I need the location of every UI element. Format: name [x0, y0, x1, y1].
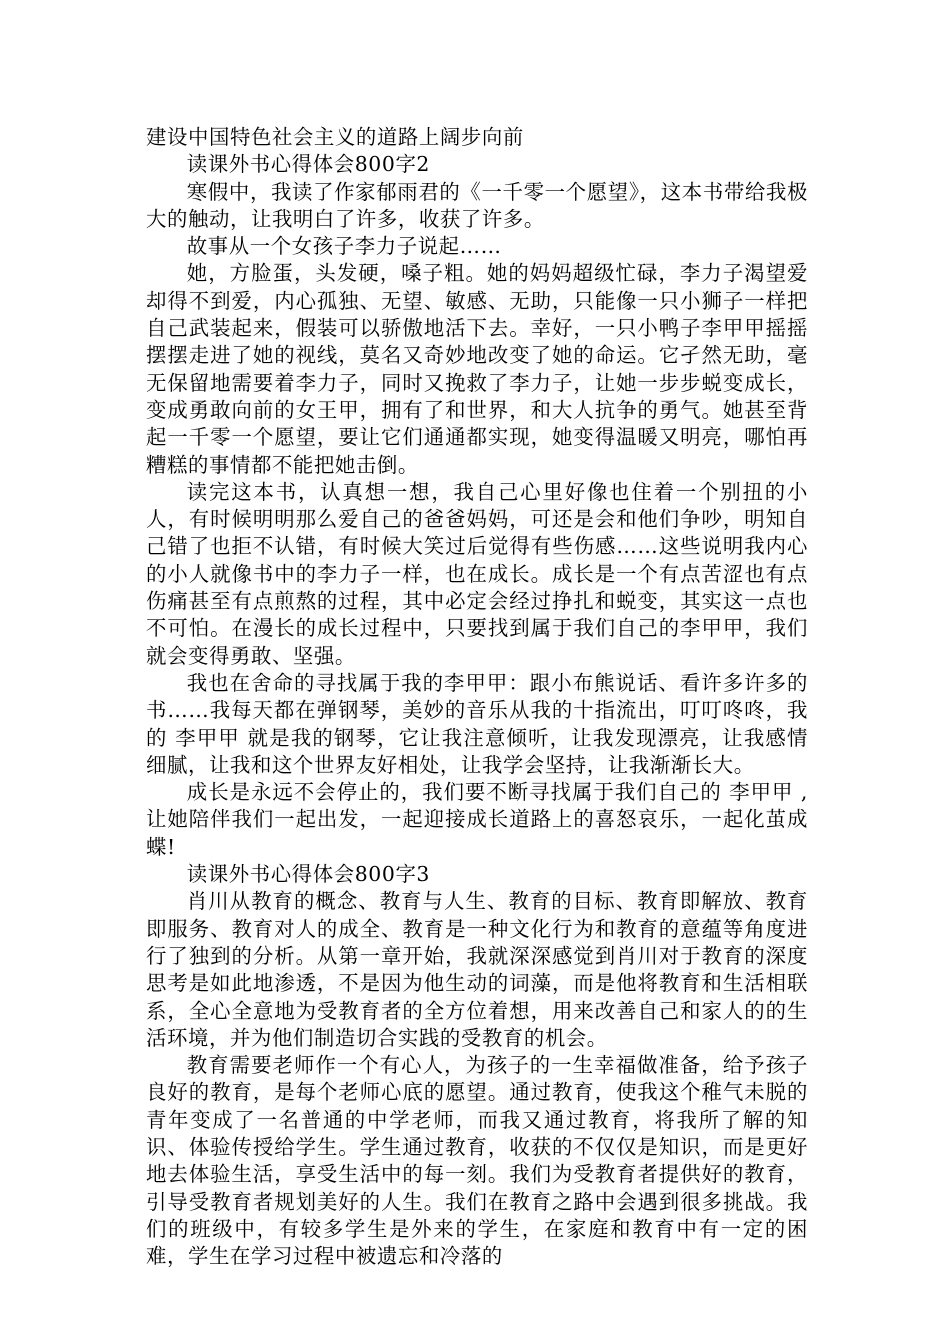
paragraph-body: 我也在舍命的寻找属于我的李甲甲：跟小布熊说话、看许多许多的书……我每天都在弹钢琴，美妙的音乐从我的十指流出，叮叮咚咚，我的 李甲甲 就是我的钢琴，它让我注意倾听，让我发现漂亮，让我感情细腻，让我和这个世界友好相处，让我学会坚持，让我渐渐长大。: [146, 670, 808, 777]
paragraph-body: 成长是永远不会停止的，我们要不断寻找属于我们自己的 李甲甲 ,让她陪伴我们一起出发，一起迎接成长道路上的喜怒哀乐，一起化茧成蝶!: [146, 780, 808, 859]
paragraph-continuation: 建设中国特色社会主义的道路上阔步向前: [146, 125, 524, 149]
document-page: [146, 124, 808, 1270]
section-heading-2: 读课外书心得体会800字2: [186, 152, 431, 177]
paragraph-body: 寒假中，我读了作家郁雨君的《一千零一个愿望》，这本书带给我极大的触动，让我明白了许多，收获了许多。: [146, 179, 808, 231]
paragraph-body: 故事从一个女孩子李力子说起……: [186, 234, 502, 259]
paragraph-body: 她，方脸蛋，头发硬，嗓子粗。她的妈妈超级忙碌，李力子渴望爱却得不到爱，内心孤独、无望、敏感、无助，只能像一只小狮子一样把自己武装起来，假装可以骄傲地活下去。幸好，一只小鸭子李甲甲摇摇摆摆走进了她的视线，莫名又奇妙地改变了她的命运。它孑然无助，毫无保留地需要着李力子，同时又挽救了李力子，让她一步步蜕变成长，变成勇敢向前的女王甲，拥有了和世界，和大人抗争的勇气。她甚至背起一千零一个愿望，要让它们通通都实现，她变得温暖又明亮，哪怕再糟糕的事情都不能把她击倒。: [146, 261, 808, 477]
section-heading-3: 读课外书心得体会800字3: [186, 862, 431, 887]
paragraph-body: 教育需要老师作一个有心人，为孩子的一生幸福做准备，给予孩子良好的教育，是每个老师心底的愿望。通过教育，使我这个稚气未脱的青年变成了一名普通的中学老师，而我又通过教育，将我所了解的知识、体验传授给学生。学生通过教育，收获的不仅仅是知识，而是更好地去体验生活，享受生活中的每一刻。我们为受教育者提供好的教育，引导受教育者规划美好的人生。我们在教育之路中会遇到很多挑战。我们的班级中，有较多学生是外来的学生，在家庭和教育中有一定的困难，学生在学习过程中被遗忘和冷落的: [146, 1053, 808, 1269]
paragraph-body: 读完这本书，认真想一想，我自己心里好像也住着一个别扭的小人，有时候明明那么爱自己的爸爸妈妈，可还是会和他们争吵，明知自己错了也拒不认错，有时候大笑过后觉得有些伤感……这些说明我内心的小人就像书中的李力子一样，也在成长。成长是一个有点苦涩也有点伤痛甚至有点煎熬的过程，其中必定会经过挣扎和蜕变，其实这一点也不可怕。在漫长的成长过程中，只要找到属于我们自己的李甲甲，我们就会变得勇敢、坚强。: [146, 479, 808, 668]
paragraph-body: 肖川从教育的概念、教育与人生、教育的目标、教育即解放、教育即服务、教育对人的成全、教育是一种文化行为和教育的意蕴等角度进行了独到的分析。从第一章开始，我就深深感觉到肖川对于教育的深度思考是如此地渗透，不是因为他生动的词藻，而是他将教育和生活相联系，全心全意地为受教育者的全方位着想，用来改善自己和家人的的生活环境，并为他们制造切合实践的受教育的机会。: [146, 889, 808, 1050]
